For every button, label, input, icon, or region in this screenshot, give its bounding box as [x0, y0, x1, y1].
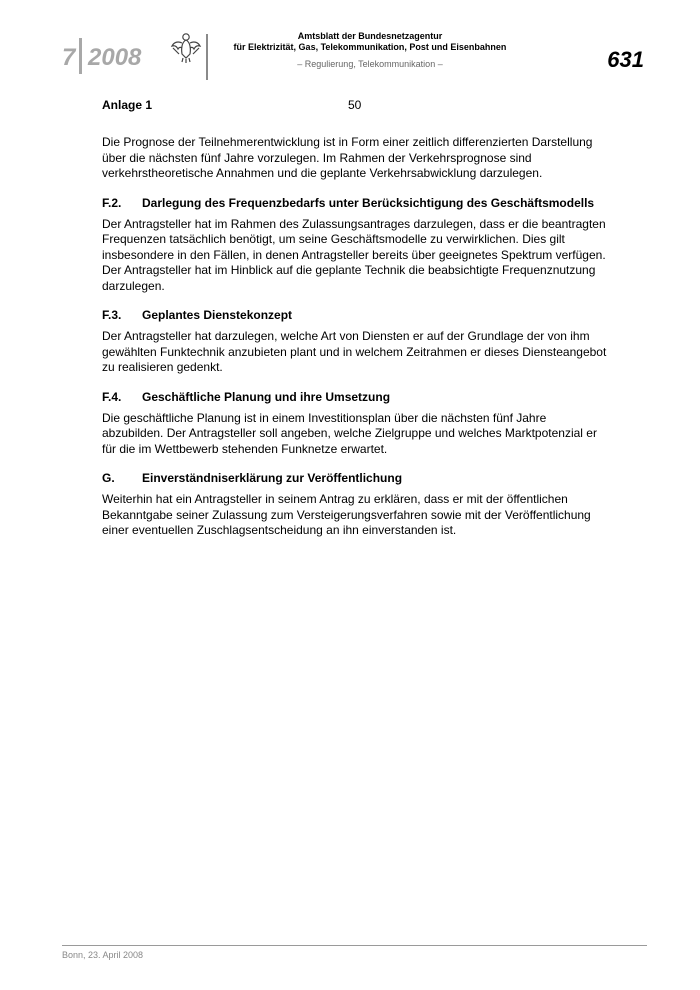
federal-eagle-icon: [170, 30, 202, 64]
header-divider: [206, 34, 208, 80]
publication-title-line2: für Elektrizität, Gas, Telekommunikation, Post und Eisenbahnen: [233, 42, 507, 52]
issue-year: 2008: [88, 44, 142, 71]
section-text: Der Antragsteller hat darzulegen, welche Art von Diensten er auf der Grundlage der von ihm gewählten Funktechnik anzubieten plant und in welchem Zeitrahmen er dieses Diensteangebot zu realisieren gedenkt.: [102, 329, 607, 374]
section-f2: [102, 196, 610, 295]
publication-title-line1: Amtsblatt der Bundesnetzagentur: [297, 31, 443, 41]
section-g: [102, 471, 610, 539]
section-number: G.: [102, 471, 115, 485]
section-f4: [102, 390, 610, 458]
section-number: F.4.: [102, 389, 122, 404]
page-number: 631: [607, 47, 644, 72]
document-body: [102, 98, 610, 553]
section-number: F.3.: [102, 308, 122, 322]
publication-title: [220, 31, 520, 53]
section-title: Einverständniserklärung zur Veröffentlichung: [142, 471, 403, 485]
issue-number: 7: [62, 44, 76, 71]
annex-label: Anlage 1: [102, 98, 153, 112]
section-title: Geplantes Dienstekonzept: [142, 308, 293, 322]
annex-line: [102, 98, 610, 114]
section-heading: [102, 196, 610, 212]
annex-page-number: 50: [348, 98, 362, 112]
section-title: Geschäftliche Planung und ihre Umsetzung: [142, 389, 391, 404]
section-f3: [102, 308, 610, 376]
publication-subtitle: – Regulierung, Telekommunikation –: [297, 59, 443, 69]
footer-divider: [62, 945, 647, 946]
issue-separator: [79, 38, 82, 74]
section-heading: [102, 308, 610, 324]
intro-paragraph: Die Prognose der Teilnehmerentwicklung ist in Form einer zeitlich differenzierten Darstellung über die nächsten fünf Jahre vorzulegen. Im Rahmen der Verkehrsprognose sind verkehrstheoretische Annahmen und die geplante Verkehrsabwicklung darzulegen.: [102, 135, 593, 180]
section-heading: [102, 471, 610, 487]
section-title: Darlegung des Frequenzbedarfs unter Berücksichtigung des Geschäftsmodells: [142, 195, 595, 210]
section-text: Der Antragsteller hat im Rahmen des Zulassungsantrages darzulegen, dass er die beantragten Frequenzen tatsächlich benötigt, um seine Geschäftsmodelle zu verwirklichen. Dies gilt insbesondere in den Fällen, in denen Antragsteller bereits über geeignetes Spektrum verfügen. Der Antragsteller hat im Hinblick auf die geplante Technik die beabsichtigte Frequenznutzung darzulegen.: [102, 216, 606, 293]
section-text: Weiterhin hat ein Antragsteller in seinem Antrag zu erklären, dass er mit der öffentlichen Bekanntgabe seiner Zulassung zum Versteigerungsverfahren sowie mit der Veröffentlichung einer eventuellen Zuschlagsentscheidung an ihn einverstanden ist.: [102, 492, 591, 537]
section-text: Die geschäftliche Planung ist in einem Investitionsplan über die nächsten fünf Jahre abzubilden. Der Antragsteller soll angeben, welche Zielgruppe und welches Marktpotenzial er für die im Wettbewerb stehenden Funknetze erwartet.: [102, 410, 597, 456]
section-heading: [102, 390, 610, 406]
section-number: F.2.: [102, 195, 122, 210]
footer-place-date: Bonn, 23. April 2008: [62, 950, 144, 960]
